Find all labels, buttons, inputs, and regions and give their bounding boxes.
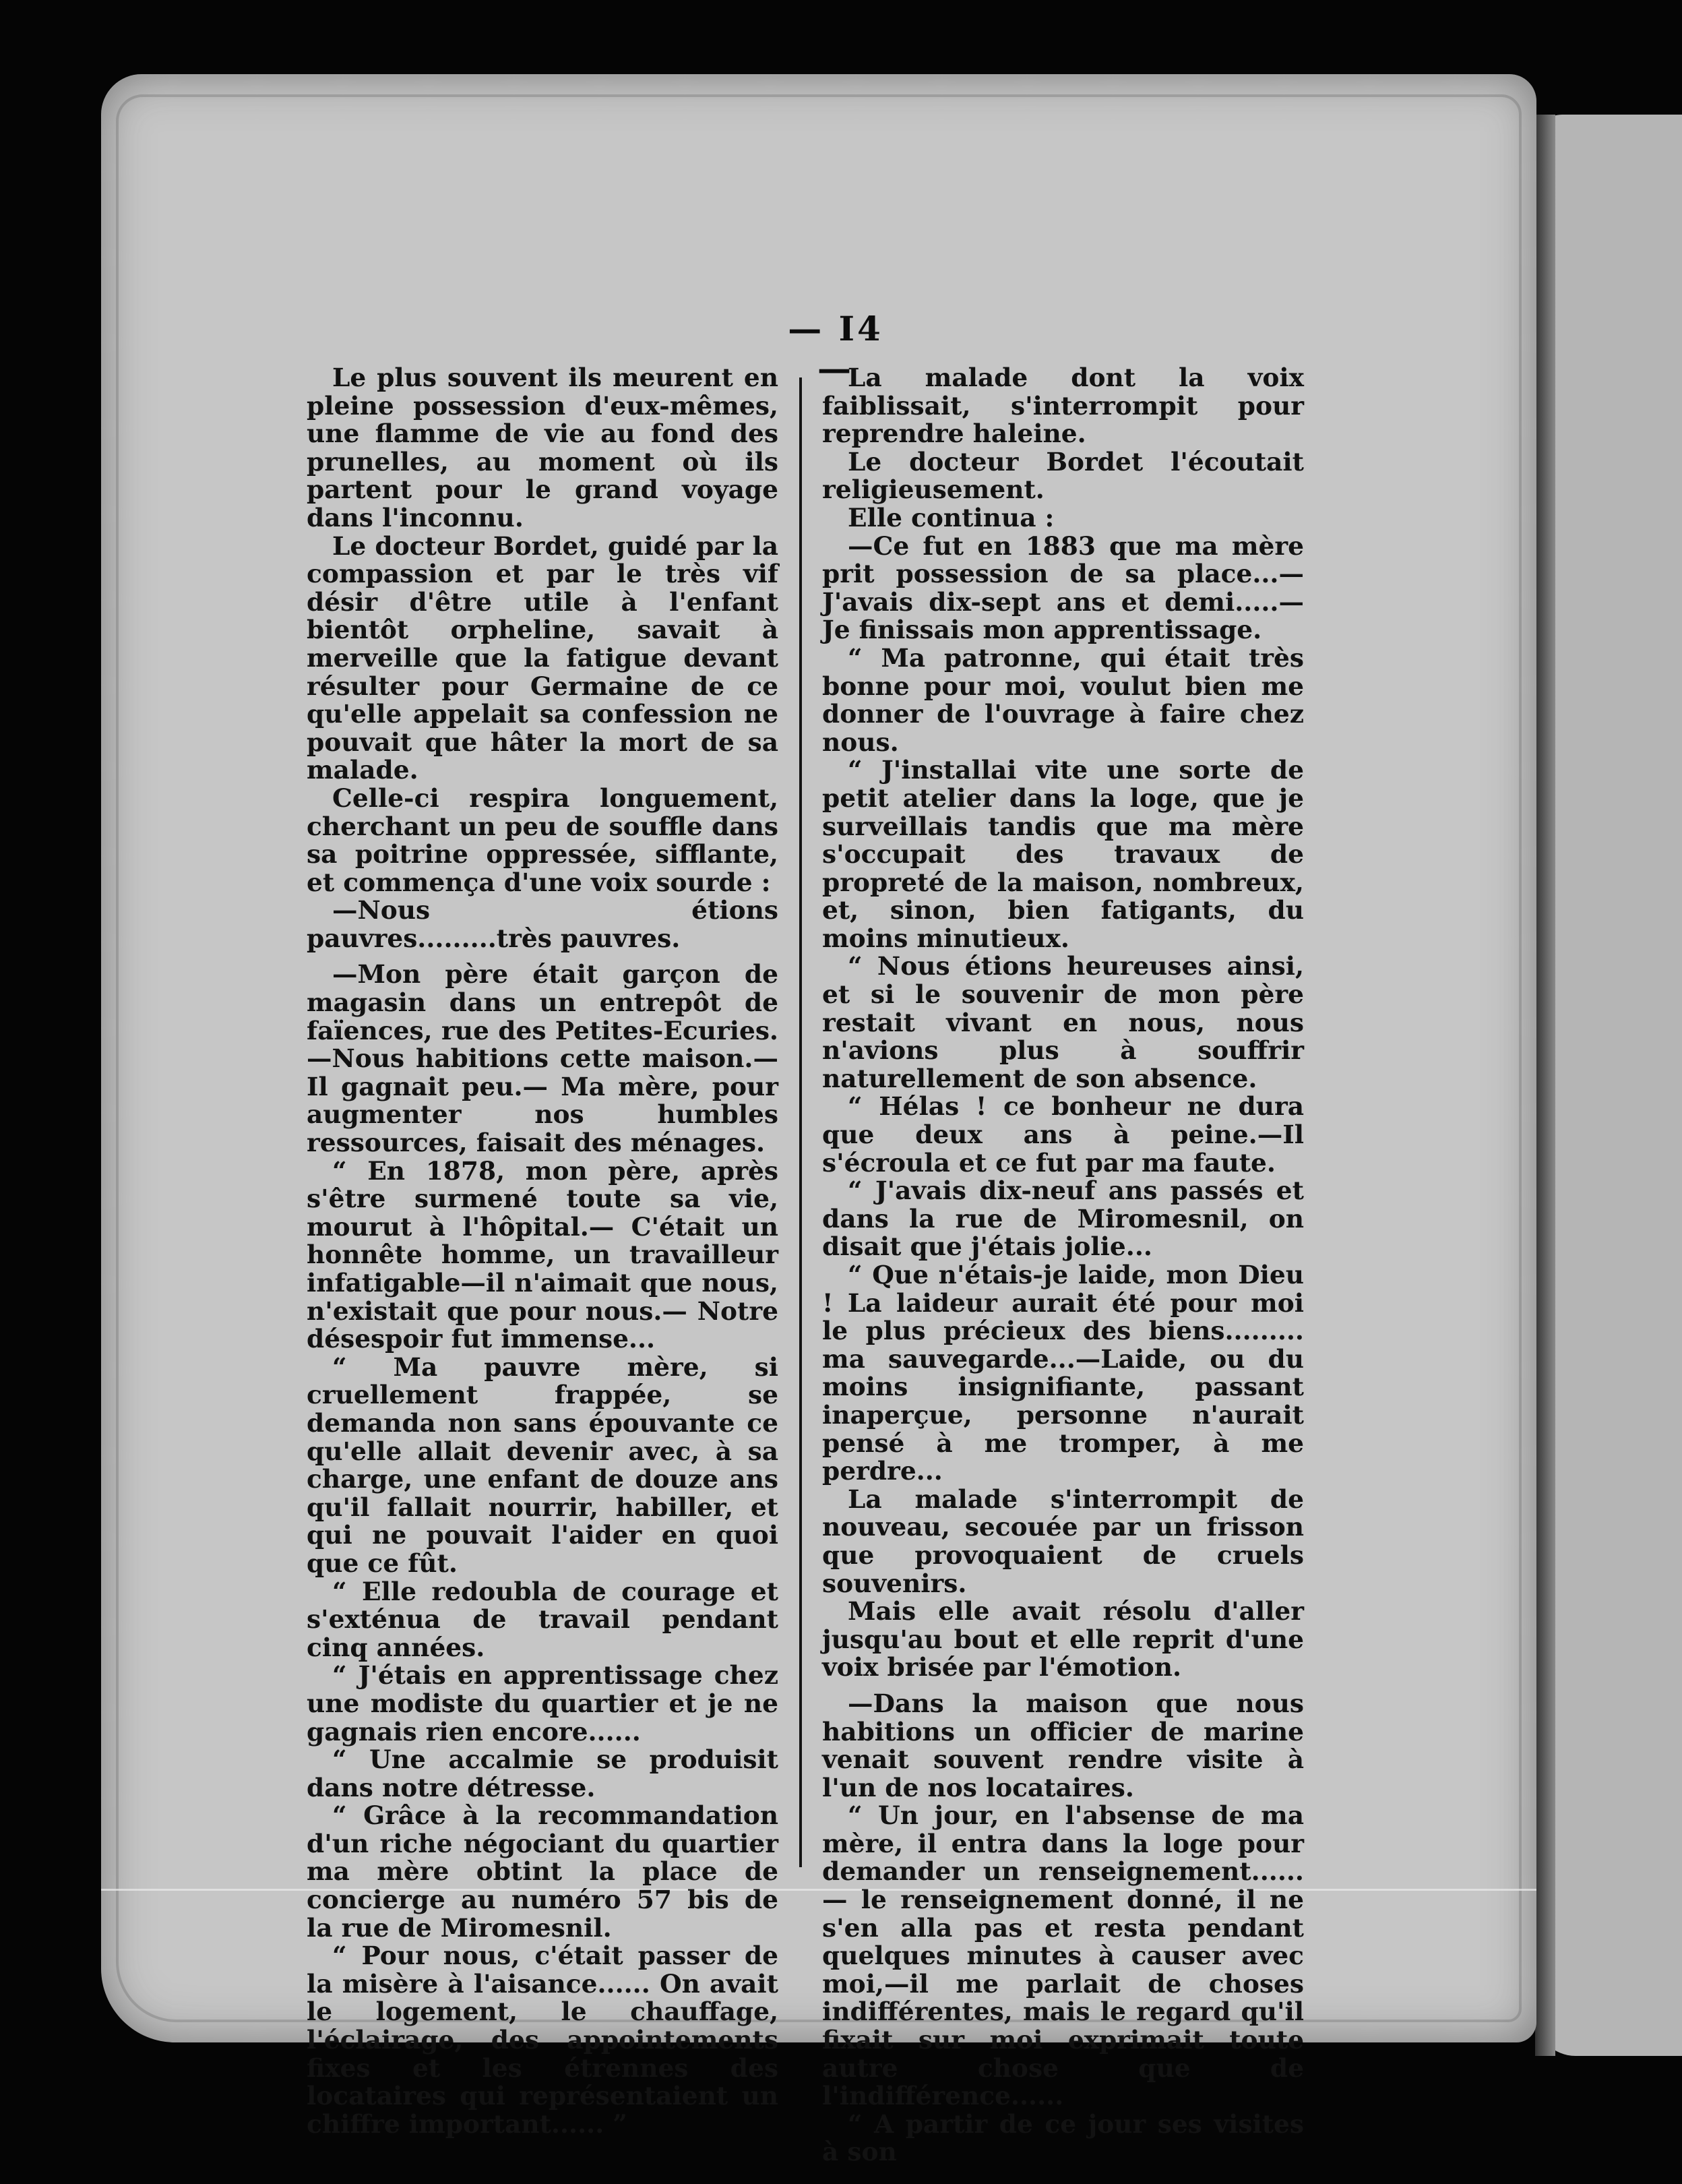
paragraph: “ Elle redoubla de courage et s'exténua de travail pendant cinq années. xyxy=(307,1576,778,1662)
page-number: — I4 — xyxy=(788,309,883,388)
paragraph: “ Grâce à la recommandation d'un riche négociant du quartier ma mère obtint la place de concierge au numéro 57 bis de la rue de Miromesnil. xyxy=(307,1800,778,1943)
paragraph: —Nous étions pauvres.........très pauvres. xyxy=(307,895,778,953)
paragraph: “ J'avais dix-neuf ans passés et dans la rue de Miromesnil, on disait que j'étais jolie... xyxy=(822,1176,1304,1262)
paragraph: La malade dont la voix faiblissait, s'interrompit pour reprendre haleine. xyxy=(822,363,1304,449)
column-divider xyxy=(799,377,802,1867)
paragraph: “ Un jour, en l'absense de ma mère, il entra dans la loge pour demander un renseignement......— le renseignement donné, il ne s'en alla pas et resta pendant quelques minutes à causer avec moi,—il me parlait de choses indifférentes, mais le regard qu'il fixait sur moi exprimait toute autre chose que de l'indifférence...... xyxy=(822,1800,1304,2111)
adjacent-page-edge xyxy=(1535,115,1682,2056)
paragraph: Celle-ci respira longuement, cherchant un peu de souffle dans sa poitrine oppressée, sifflante, et commença d'une voix sourde : xyxy=(307,783,778,897)
paragraph: “ J'étais en apprentissage chez une modiste du quartier et je ne gagnais rien encore...... xyxy=(307,1660,778,1747)
paragraph: Le plus souvent ils meurent en pleine possession d'eux-mêmes, une flamme de vie au fond des prunelles, au moment où ils partent pour le grand voyage dans l'inconnu. xyxy=(307,363,778,533)
paragraph: “ Ma pauvre mère, si cruellement frappée, se demanda non sans épouvante ce qu'elle allait devenir avec, à sa charge, une enfant de douze ans qu'il fallait nourrir, habiller, et qui ne pouvait l'aider en quoi que ce fût. xyxy=(307,1352,778,1578)
paragraph: “ Hélas ! ce bonheur ne dura que deux ans à peine.—Il s'écroula et ce fut par ma faute. xyxy=(822,1091,1304,1178)
paragraph: “ En 1878, mon père, après s'être surmené toute sa vie, mourut à l'hôpital.— C'était un honnête homme, un travailleur infatigable—il n'aimait que nous, n'existait que pour nous.— Notre désespoir fut immense... xyxy=(307,1155,778,1354)
paragraph: “ J'installai vite une sorte de petit atelier dans la loge, que je surveillais tandis que ma mère s'occupait des travaux de propreté de la maison, nombreux, et, sinon, bien fatigants, du moins minutieux. xyxy=(822,755,1304,953)
paragraph: “ Que n'étais-je laide, mon Dieu ! La laideur aurait été pour moi le plus précieux des biens......... ma sauvegarde...—Laide, ou du moins insignifiante, passant inaperçue, personne n'aurait pensé à me tromper, à me perdre... xyxy=(822,1260,1304,1486)
paragraph: “ Pour nous, c'était passer de la misère à l'aisance...... On avait le logement, le chauffage, l'éclairage, des appointements fixes et les étrennes des locataires qui représentaient un chiffre important...... ” xyxy=(307,1941,778,2139)
paragraph: Le docteur Bordet l'écoutait religieusement. xyxy=(822,446,1304,505)
paragraph: Elle continua : xyxy=(848,502,1055,533)
paragraph: “ Nous étions heureuses ainsi, et si le souvenir de mon père restait vivant en nous, nous n'avions plus à souffrir naturellement de son absence. xyxy=(822,951,1304,1093)
right-text-column xyxy=(822,364,1304,2166)
paragraph: —Dans la maison que nous habitions un officier de marine venait souvent rendre visite à l'un de nos locataires. xyxy=(822,1688,1304,1802)
paragraph: Mais elle avait résolu d'aller jusqu'au bout et elle reprit d'une voix brisée par l'émotion. xyxy=(822,1596,1304,1682)
paragraph: “ A partir de ce jour ses visites à son xyxy=(822,2109,1304,2167)
paragraph: La malade s'interrompit de nouveau, secouée par un frisson que provoquaient de cruels souvenirs. xyxy=(822,1484,1304,1598)
paragraph: “ Une accalmie se produisit dans notre détresse. xyxy=(307,1745,778,1802)
paragraph: Le docteur Bordet, guidé par la compassion et par le très vif désir d'être utile à l'enfant bientôt orpheline, savait à merveille que la fatigue devant résulter pour Germaine de ce qu'elle appelait sa confession ne pouvait que hâter la mort de sa malade. xyxy=(307,530,778,785)
paragraph: “ Ma patronne, qui était très bonne pour moi, voulut bien me donner de l'ouvrage à faire chez nous. xyxy=(822,642,1304,757)
left-text-column xyxy=(307,364,778,2138)
paragraph: —Mon père était garçon de magasin dans un entrepôt de faïences, rue des Petites-Ecuries.—Nous habitions cette maison.— Il gagnait peu.— Ma mère, pour augmenter nos humbles ressources, faisait des ménages. xyxy=(307,959,778,1158)
paragraph: —Ce fut en 1883 que ma mère prit possession de sa place...— J'avais dix-sept ans et demi.....—Je finissais mon apprentissage. xyxy=(822,530,1304,645)
